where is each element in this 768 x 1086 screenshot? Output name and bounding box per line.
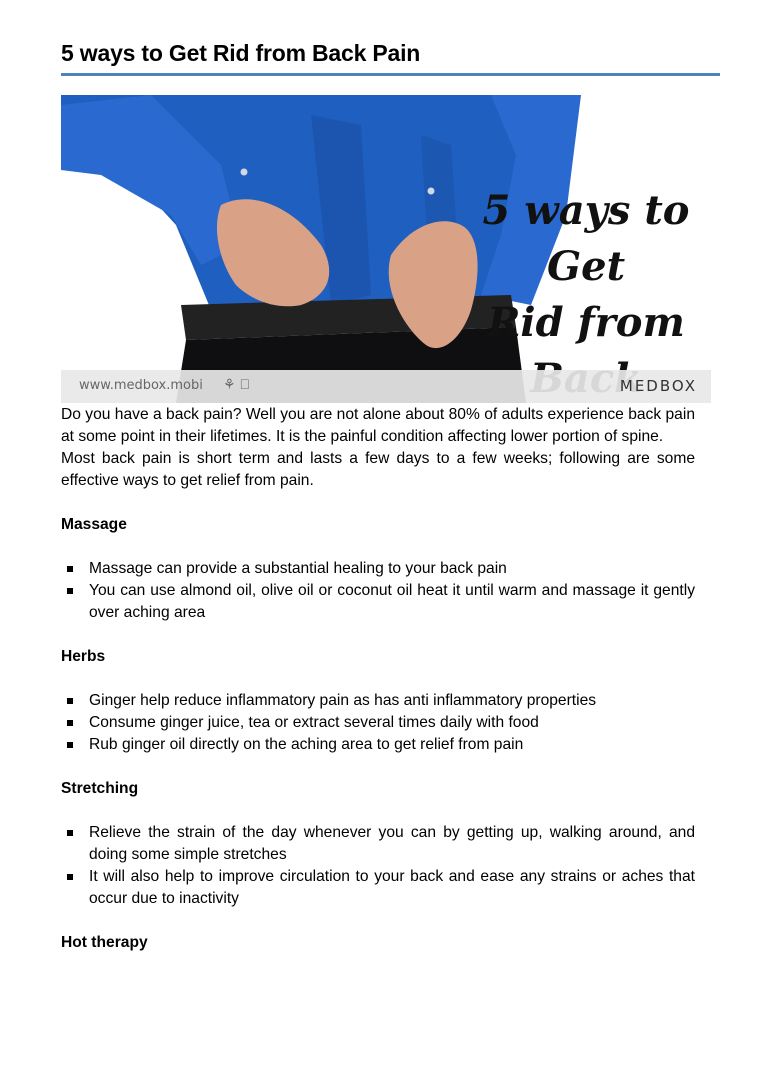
list-item — [61, 690, 695, 712]
stretching-list — [61, 822, 695, 910]
list-item — [61, 712, 695, 734]
list-item — [61, 866, 695, 910]
list-item-text: Massage can provide a substantial healing to your back pain — [89, 560, 507, 577]
list-item-text: Consume ginger juice, tea or extract several times daily with food — [89, 714, 539, 731]
square-bullet-icon — [67, 720, 73, 726]
list-item-text: You can use almond oil, olive oil or coconut oil heat it until warm and massage it gently over aching area — [89, 582, 695, 621]
section-heading-hot-therapy: Hot therapy — [61, 934, 148, 951]
square-bullet-icon — [67, 874, 73, 880]
site-url: www.medbox.mobi — [79, 378, 203, 393]
hero-image — [61, 95, 711, 403]
title-underline — [61, 73, 720, 76]
list-item — [61, 558, 695, 580]
section-heading-stretching: Stretching — [61, 780, 139, 797]
list-item-text: Relieve the strain of the day whenever you can by getting up, walking around, and doing some simple stretches — [89, 824, 695, 863]
square-bullet-icon — [67, 830, 73, 836]
platform-icons — [223, 376, 250, 393]
document-title: 5 ways to Get Rid from Back Pain — [61, 40, 421, 66]
intro-paragraph: Most back pain is short term and lasts a few days to a few weeks; following are some effective ways to get relief from pain. — [61, 450, 695, 489]
hero-caption-line: Rid from — [487, 299, 685, 346]
apple-icon — [239, 376, 250, 392]
list-item-text: Rub ginger oil directly on the aching area to get relief from pain — [89, 736, 524, 753]
android-icon: ⚘ — [223, 376, 236, 392]
intro-paragraph: Do you have a back pain? Well you are not alone about 80% of adults experience back pain at some point in their lifetimes. It is the painful condition affecting lower portion of spine. — [61, 406, 695, 445]
brand-logo: MEDBOX — [619, 377, 697, 395]
hero-footer-bar — [61, 370, 711, 403]
section-heading-massage: Massage — [61, 516, 127, 533]
section-heading-herbs: Herbs — [61, 648, 106, 665]
square-bullet-icon — [67, 742, 73, 748]
square-bullet-icon — [67, 588, 73, 594]
hero-caption-line: 5 ways to Get — [482, 187, 690, 290]
list-item — [61, 734, 695, 756]
square-bullet-icon — [67, 566, 73, 572]
list-item — [61, 822, 695, 866]
square-bullet-icon — [67, 698, 73, 704]
herbs-list — [61, 690, 695, 756]
article-body — [61, 404, 695, 954]
massage-list — [61, 558, 695, 624]
list-item — [61, 580, 695, 624]
list-item-text: Ginger help reduce inflammatory pain as has anti inflammatory properties — [89, 692, 597, 709]
list-item-text: It will also help to improve circulation to your back and ease any strains or aches that occur due to inactivity — [89, 868, 695, 907]
